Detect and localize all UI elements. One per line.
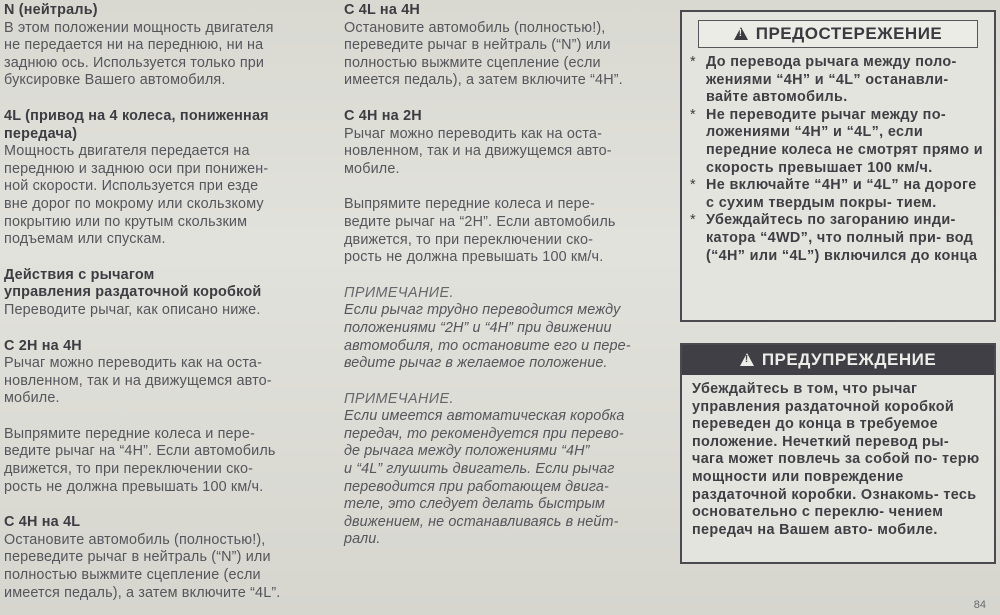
text-line: не передается ни на переднюю, ни на [4, 37, 264, 54]
section-heading-4l: 4L (привод на 4 колеса, пониженная [4, 107, 269, 124]
section-heading-4h-2h: С 4Н на 2Н [344, 107, 422, 124]
text-line: ной скорости. Используется при езде [4, 178, 259, 195]
note-heading: ПРИМЕЧАНИЕ. [344, 390, 454, 407]
paragraph-4h-2h [344, 126, 664, 179]
text-line: переводится при работающем двига- [344, 478, 609, 495]
note-heading: ПРИМЕЧАНИЕ. [344, 284, 454, 301]
warning-triangle-icon [734, 27, 748, 40]
paragraph-4l-4h [344, 20, 664, 90]
text-line: мобиле. [344, 160, 400, 177]
text-line: Выпрямите передние колеса и пере- [4, 425, 255, 442]
text-line: автомобиля, то остановите его и пере- [344, 337, 631, 354]
text-line: буксировке Вашего автомобиля. [4, 72, 226, 89]
paragraph-4h-4l [4, 532, 322, 602]
text-line: новленном, так и на движущемся авто- [4, 372, 272, 389]
text-line: Переводите рычаг, как описано ниже. [4, 301, 261, 318]
caution-title-text: ПРЕДОСТЕРЕЖЕНИЕ [755, 24, 943, 43]
warning-box [680, 343, 996, 564]
text-line: Мощность двигателя передается на [4, 143, 250, 160]
text-line: движется, то при переключении ско- [344, 231, 594, 248]
text-line: Рычаг можно переводить как на оста- [344, 125, 603, 142]
column-left [4, 2, 322, 602]
warning-title [682, 345, 994, 375]
text-line: ведите рычаг в желаемое положение. [344, 355, 608, 372]
text-line: ведите рычаг на “4Н”. Если автомобиль [4, 443, 276, 460]
text-line: новленном, так и на движущемся авто- [344, 143, 612, 160]
paragraph-2h-4h [4, 355, 322, 408]
text-line: передач, то рекомендуется при перево- [344, 425, 624, 442]
text-line: переведите рычаг в нейтраль (“N”) или [344, 37, 611, 54]
text-line: Остановите автомобиль (полностью!), [344, 19, 606, 36]
caution-item: * Убеждайтесь по загоранию инди- катора “4WD”, что полный при- вод (“4Н” или “4L”) включился до конца [690, 212, 986, 265]
caution-item: * Не переводите рычаг между по- ложениями “4Н” и “4L”, если передние колеса не смотрят прямо и скорость превышает 100 км/ч. [690, 107, 986, 177]
text-line: рость не должна превышать 100 км/ч. [4, 478, 264, 495]
text-line: имеется педаль), а затем включите “4L”. [4, 584, 281, 601]
text-line: переведите рычаг в нейтраль (“N”) или [4, 549, 271, 566]
section-heading-4l-4h: С 4L на 4Н [344, 2, 421, 18]
text-line: заднюю ось. Используется только при [4, 54, 265, 71]
paragraph-4h-2h-speed [344, 196, 664, 266]
caution-list [682, 54, 994, 265]
text-line: мобиле. [4, 390, 60, 407]
warning-title-text: ПРЕДУПРЕЖДЕНИЕ [761, 350, 937, 369]
text-line: ведите рычаг на “2Н”. Если автомобиль [344, 213, 616, 230]
caution-title [698, 20, 978, 48]
text-line: де рычага между положениями “4Н” [344, 443, 590, 460]
text-line: движется, то при переключении ско- [4, 461, 254, 478]
text-line: Если рычаг трудно переводится между [344, 302, 621, 319]
text-line: переднюю и заднюю оси при понижен- [4, 160, 269, 177]
section-heading-n: N (нейтраль) [4, 2, 98, 18]
section-heading-actions: Действия с рычагом [4, 266, 155, 283]
text-line: рали. [344, 531, 381, 548]
caution-box [680, 10, 996, 322]
text-line: положениями “2Н” и “4Н” при движении [344, 319, 612, 336]
column-middle [344, 2, 664, 549]
text-line: подъемам или спускам. [4, 231, 166, 248]
paragraph-2h-4h-speed [4, 426, 322, 496]
page-number: 84 [973, 599, 986, 611]
section-heading-4h-4l: С 4Н на 4L [4, 514, 81, 531]
text-line: Если имеется автоматическая коробка [344, 408, 625, 425]
section-heading-actions-cont: управления раздаточной коробкой [4, 284, 262, 301]
section-heading-2h-4h: С 2Н на 4Н [4, 337, 82, 354]
text-line: полностью выжмите сцепление (если [344, 54, 601, 71]
warning-triangle-icon [740, 353, 754, 366]
text-line: рость не должна превышать 100 км/ч. [344, 249, 604, 266]
text-line: теле, это следует делать быстрым [344, 496, 606, 513]
text-line: и “4L” глушить двигатель. Если рычаг [344, 461, 615, 478]
text-line: Остановите автомобиль (полностью!), [4, 531, 266, 548]
text-line: имеется педаль), а затем включите “4Н”. [344, 72, 623, 89]
text-line: полностью выжмите сцепление (если [4, 567, 261, 584]
warning-body: Убеждайтесь в том, что рычаг управления раздаточной коробкой переведен до конца в требуемое положение. Нечеткий перевод ры- чага может повлечь за собой по- терю мощности или повреждение раздаточной коробки. Ознакомь- тесь основательно с переклю- чением передач на Вашем авто- мобиле. [692, 381, 980, 538]
paragraph-n [4, 20, 322, 90]
text-line: вне дорог по мокрому или скользкому [4, 195, 264, 212]
text-line: Рычаг можно переводить как на оста- [4, 355, 263, 372]
caution-item: * До перевода рычага между поло- жениями “4Н” и “4L” останавли- вайте автомобиль. [690, 54, 986, 107]
note-paragraph [344, 302, 664, 372]
section-heading-4l-cont: передача) [4, 125, 78, 142]
paragraph-4l [4, 143, 322, 249]
text-line: движением, не останавливаясь в нейт- [344, 513, 619, 530]
text-line: покрытию или по крутым скользким [4, 213, 248, 230]
note-paragraph [344, 408, 664, 549]
text-line: В этом положении мощность двигателя [4, 19, 274, 36]
caution-item: * Не включайте “4Н” и “4L” на дороге с сухим твердым покры- тием. [690, 177, 986, 212]
text-line: Выпрямите передние колеса и пере- [344, 196, 595, 213]
